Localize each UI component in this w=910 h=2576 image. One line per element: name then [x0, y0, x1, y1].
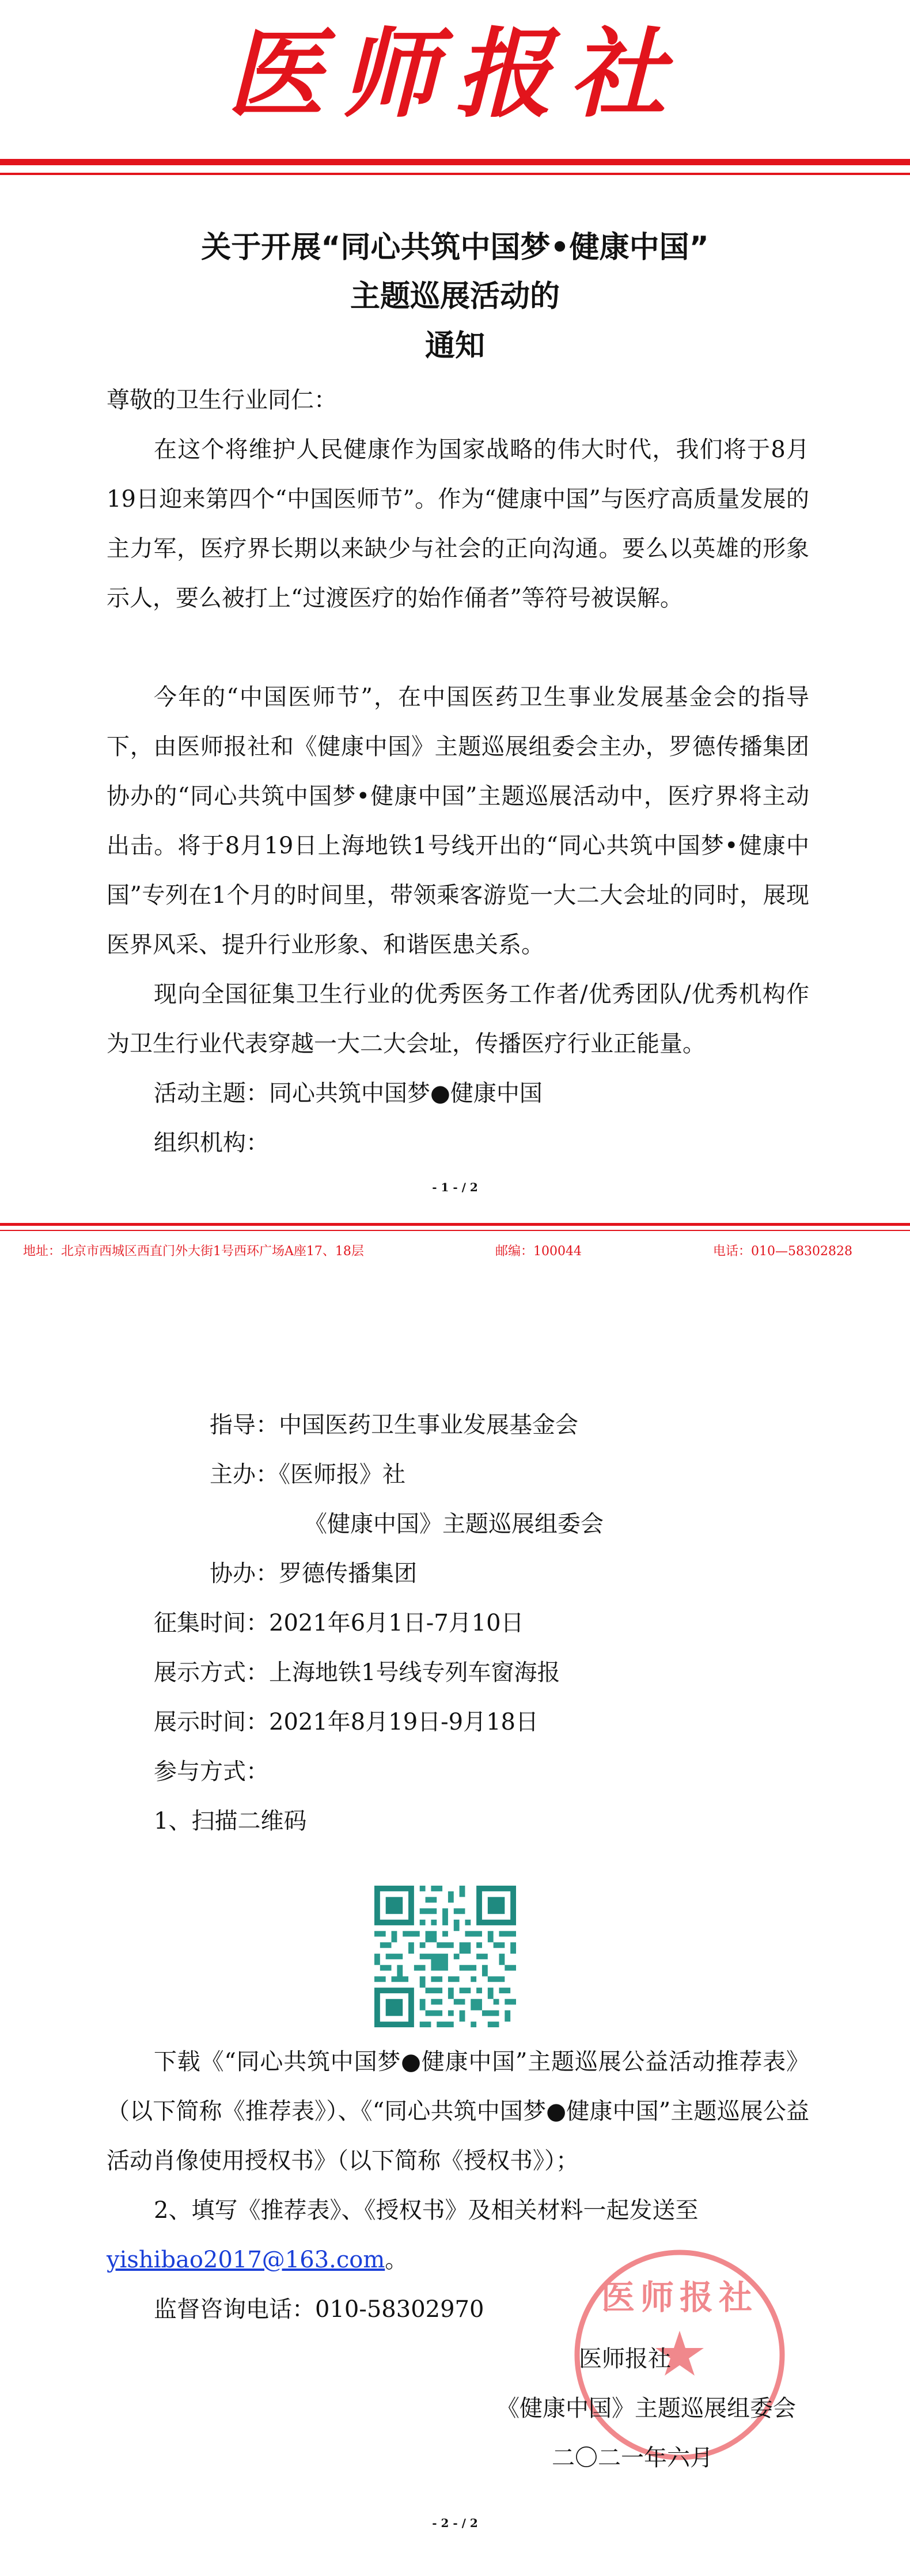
email-link[interactable]: yishibao2017@163.com [107, 2247, 385, 2273]
signature-org-2: 《健康中国》主题巡展组委会 [496, 2395, 796, 2422]
signature-org-1: 医师报社 [579, 2346, 671, 2372]
guide-line: 指导：中国医药卫生事业发展基金会 [210, 1412, 578, 1438]
header-red-line-thick [0, 159, 910, 165]
footer-phone: 电话：010—58302828 [713, 1244, 852, 1259]
hotline: 监督咨询电话：010-58302970 [154, 2296, 484, 2323]
paragraph-3: 现向全国征集卫生行业的优秀医务工作者/优秀团队/优秀机构作为卫生行业代表穿越一大二大会址，传播医疗行业正能量。 [107, 981, 809, 1057]
notice-title-line1: 关于开展“同心共筑中国梦•健康中国” [201, 230, 709, 265]
cohost-line: 协办：罗德传播集团 [210, 1560, 417, 1587]
host-line-1: 主办：《医师报》社 [210, 1461, 405, 1488]
activity-theme: 活动主题：同心共筑中国梦●健康中国 [154, 1080, 543, 1107]
email-line [107, 2235, 408, 2285]
footer-red-line-thick [0, 1223, 910, 1226]
host-line-2: 《健康中国》主题巡展组委会 [304, 1511, 604, 1537]
display-method: 展示方式：上海地铁1号线专列车窗海报 [154, 1659, 560, 1686]
participation-heading: 参与方式： [154, 1758, 269, 1785]
step-2-submit: 2、填写《推荐表》、《授权书》及相关材料一起发送至 [154, 2197, 699, 2224]
seal-text: 医师报社 [601, 2278, 759, 2317]
paragraph-2: 今年的“中国医师节”，在中国医药卫生事业发展基金会的指导下，由医师报社和《健康中国》主题巡展组委会主办，罗德传播集团协办的“同心共筑中国梦•健康中国”主题巡展活动中，医疗界将主动出击。将于8月19日上海地铁1号线开出的“同心共筑中国梦•健康中国”专列在1个月的时间里，带领乘客游览一大二大会址的同时，展现医界风采、提升行业形象、和谐医患关系。 [107, 684, 809, 958]
salutation: 尊敬的卫生行业同仁： [107, 387, 337, 413]
paragraph-1: 在这个将维护人民健康作为国家战略的伟大时代，我们将于8月19日迎来第四个“中国医师节”。作为“健康中国”与医疗高质量发展的主力军，医疗界长期以来缺少与社会的正向沟通。要么以英雄的形象示人，要么被打上“过渡医疗的始作俑者”等符号被误解。 [107, 436, 809, 611]
masthead-logo: 医师报社 [227, 17, 683, 131]
email-period: 。 [385, 2247, 408, 2273]
download-instructions: 下载《“同心共筑中国梦●健康中国”主题巡展公益活动推荐表》（以下简称《推荐表》）、《“同心共筑中国梦●健康中国”主题巡展公益活动肖像使用授权书》（以下简称《授权书》）； [107, 2049, 809, 2174]
signature-date: 二〇二一年六月 [552, 2445, 713, 2471]
qr-code-icon[interactable] [374, 1886, 516, 2027]
display-time: 展示时间：2021年8月19日-9月18日 [154, 1709, 539, 1735]
header-red-line-thin [0, 173, 910, 175]
footer-address: 地址：北京市西城区西直门外大街1号西环广场A座17、18层 [23, 1244, 364, 1259]
notice-title-line3: 通知 [424, 329, 485, 363]
footer-red-line-thin [0, 1230, 910, 1231]
notice-title-line2: 主题巡展活动的 [350, 279, 560, 314]
footer-postcode: 邮编：100044 [495, 1244, 582, 1259]
step-1-scan-qr: 1、扫描二维码 [154, 1808, 307, 1834]
page-number-2: - 2 - / 2 [432, 2516, 478, 2530]
page-number-1: - 1 - / 2 [432, 1180, 478, 1194]
collection-time: 征集时间：2021年6月1日-7月10日 [154, 1610, 524, 1636]
organization-heading: 组织机构： [154, 1130, 269, 1156]
footer-contact [23, 1241, 887, 1259]
